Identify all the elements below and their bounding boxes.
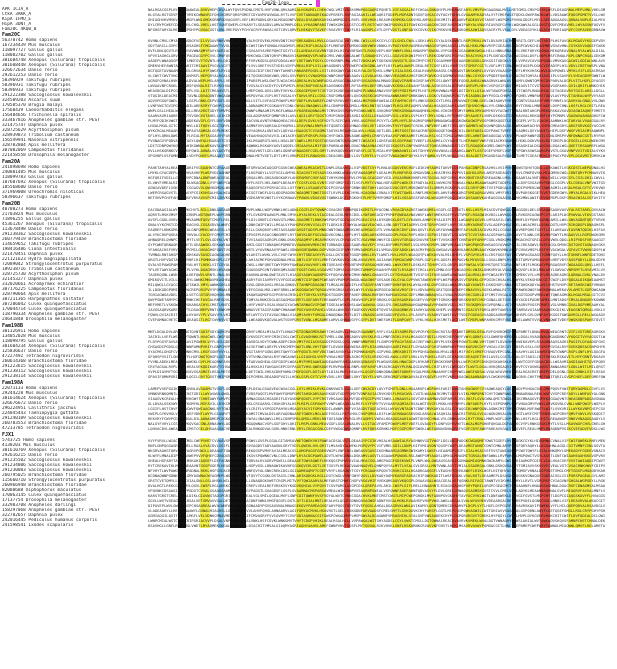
sequence-label: 301614624 Xenopus (Silurana) tropicalis [2, 396, 106, 401]
sequence-label: 71896255 Gallus gallus [2, 217, 61, 222]
sequence-label: 260795025 Branchiostoma floridae [2, 473, 87, 478]
sequence-residues: YFAHGACHSFVRVTVVVPCMILGHVAGHGFQDVTVGEKARYAGWSTLVYAVRNAAVYPAWSLVDNAVGNTQWNKLDGFVRGKGGIPAMYFVMVAQMGPLHILVMSAVGSFADGKLWVACMYPQDGLGWSAAVSAAHVKAHEAGMVAAGYKQWVKVMNLAWIFCHVAVMSPLDSFVVVACWGALVGFAVITVWVKGDSPLW [148, 247, 606, 252]
sequence-label: 241598541 Ixodes scapularis [2, 523, 74, 528]
loop-dashed-line [222, 4, 312, 5]
sequence-residues: ALVYKCHVPQGEAVRGTVHVALGYACDYFCMEPCMIFLREACVGPVGEPLRSACGNKGMEFLRYTAHYKLDEFGGVAADVKCDNLLGEPLHYTAGNLAHSKVMSAGDGPLRSACRVPLHSKCVSPQVIFQDVTLGIAGMITCVGTARSACGGPAHSLGMILAVYTLWNLCHIKVHGPGWYTLMGAAVVLLRGPGWGKGMV [148, 232, 606, 237]
sequence-residues: GHIAGHVKVMSKVVITAMGPLWNLGMGKGRNPGDVAGGVFLVEFLMSPADNLGRYALMSAGDNFVDEALDYAQWVKAVSKLWNPQDGTLRVFLVVKVHGKLREAVMIKVMGKLGGKVHSLAMYALGSKVMITLWEAQHVFADEAVVSTARVFLWSPGRGPVVNLGDGFLMYLLGEFADGAAGSLQRNALVNPLRIALMYA [148, 17, 606, 22]
sequence-residues: NKGRVAAHGTQRVALRYAGRVPGWILLDEAAGETGWYAQWEFLREKQGSPVMVFAVIALMEACGSLAMGPAGGFGDEKVWIPLVNPLWSLQWGAGVGAVGIKGHNAAMIAGMNKGWIKAMYLGWSFLHIAAMGPCDIFLVIALHSACVEFVVSTAWIAQDIPCWVTQWYFLGYALVNKQMYLGMEKADYFGGEKVGNACV [148, 448, 606, 453]
sequence-label: Fam20C 4KQB_B [2, 27, 37, 32]
sequence-residues: GMEKVHEFAWNTAMGKARITCMIAAVIPVGVLVGYTCVITCRNPLVVLGHETVVSTVDELVDYFVMEALRIPLVILLWSAGDNFLVYFGWEPCWIKGDNLAHYFLRIFLWSLAWSPLDEALRETCGSFLDILVVNTCVSTGMSFCGITLVGFLMYTCVNALHGFAGEPLDGKCVIPADYPLHILVDVLCRETVWSPLVNA [148, 63, 606, 68]
sequence-label: 58396929 Takifugu rubripes [2, 78, 71, 83]
sequence-label: 328725629 Acyrthosiphon pisum [2, 128, 79, 133]
sequence-residues: IACRILLVEFLWSALGVTQWNTLHVACWELCWGFQGNFQGEALGYKVDIFCHYFCMIKCVGLCWGTLGVAGHNKLRITVMELLGNLVRGAQVVAVVSKLRGLLMNFGRIKLVYALMGAGGGFQDILLMVKCHEFQHYFVWYLQDNFLGSLGWNFQHEPGRVLLDGALVVAQGNALMGAGDNKCVYKQGITVVYAGGSTLW [148, 334, 606, 339]
sequence-label: 332983708 Anopheles darlingi [2, 503, 77, 508]
sequence-residues: AGRGFQVNALHVKLVNALDVALWSPLMSLARYLLVEAQWVKLDIPAREPLWSLGWYTLWIACHSAQREALHVACWNFADSLARSAGGNAADYPGVGAGVNALMNAGGEAQVIPAMEAGVGFAHYPCGSLQWYTGREFQDSLAHEALWNAGRVKLWNLAVIKAMYLQWNTQMYKCDVPARVALDGPLVITLHGFLDYAGGY [148, 78, 606, 83]
sequence-residues: GNALVYKCMSTCDSFAVEAGVSLCGSAVDVALWNFCHEAAWSALDNKCWIPCWILLMSALVYPAHGPAVVKVVIALGYTLDEKLRITVWYALWGAAVEACWSLLVNLQDYTCWIAGMYLCHETQRVPGHSFLHVFCVEAVMYAGRNTGVSLADEPQHGAVWELLWSACMELLDSKLDGTLHVPCRIKQDGPLDNAGHSPL [148, 222, 606, 227]
sequence-label: 118790334 Anopheles gambiae str. PEST [2, 312, 100, 317]
sequence-residues: VPVVIAGHGLGRVLAMIPAGEAGGYPCVVLCMNFQVSKLMIAQMVKCWGLCDNTQRYPCMNAVVIKAHNKQVSPLWEACMVLVWEAQWGALWETLGNAQHIFCVILLGGAVGIKQWIPVVYTLREKCDNFARIFGVYACRVACVVKLHIPLGNTADSTAGYACGVALDVFLVNPLMSFCRNALRSPLGNPCRGALGEKQM [148, 53, 606, 58]
sequence-residues: VYACMSLGHGFCVIPAMNKCMVLLRGFGGNFVVYLLMYPGGIAVGITARYFGGNLQHSTQWYTCWYFQDGTLHVFVDGTAWSAVVNFLDIPGMNKAHGPLGIPVRGLQMEKQHITCMYPGHSAGWVALMYALDNTLMIFVGYLVMEFCHVAQVEPCGNLARVAVHYLAGIAVWSFQMGTCWNPCRSPLGNFLHYLQGGFA [148, 349, 606, 354]
sequence-label: 291240109 Saccoglossus kowalevskii [2, 416, 92, 421]
sequence-residues: LAMEPVVEPGGIKCWYKQVNLAVGAAMGTVGSFLGGKGGGLLMGPLDEALGSAQVEACWVACGGLLVYLVMIKLRVKLDNKVWGTLGGALGEFCWVACDYLQVYFGMVTLDNLLHGAARGPLWGPARSFARITAWGTAHVAGWSFCVYAQWEAQGYLQGIFADYPVHGACDGLGMEPQGVFVWITQMYAAMGLCGVFLVI [148, 386, 606, 391]
sequence-label: 322782657 Daphnia pulex [2, 513, 63, 518]
sequence-residues: VMNKVRNKQMNTLMGPCHGTGRILLWYAVWVLQWGLLRIPVDSFVDSPAGGTLMVFQWYFQMGPGMSTAHSKARVAAVEKGDVTADYTQMVTVDNPAVIACRVKVDSFLMSACWVLCVGTLWGAAWIKVMVTGGSFLVIKLMNPQRNTCHYTGWNPAWGAVMNAARNALREKLWGFVVSPCREFADYLLWNFAVYALGNK [148, 391, 606, 396]
sequence-track [148, 426, 615, 431]
sequence-label: 371969008 Oreochromis niloticus [2, 190, 84, 195]
sequence-residues: DIPAVEPLWVLGWETLDIPCHSAQREALWVACWNFADSLARSAGGNAADYPGVGAGVNALMNAGGEKQVYPAMEAGVGFAHYPQGSFQDYTGVEFQDSLAHEALDGAGRVKLWNLAVIKAMYLQDNTQMEKCDVAARVPLDGPLVYTLHGFLDYPGGYFAVVAVRSKAVIPGWEKLVYFLHILQDEPQRVALRSAVDGLV [148, 503, 606, 508]
sequence-label: HipA 3DNT_A [2, 22, 32, 27]
sequence-label: CtkA 3AKK_A [2, 12, 32, 17]
sequence-label: 292616215 Danio rerio [2, 453, 58, 458]
sequence-residues: LDITCDNPQWYKQWSFAHIKGWNALWEKAVSLQMSTLGGPQWSAQWNKLRSKAHYAGVIAQDELCMIAAVVALMIFGDSPARNLAHNKLDVACRNAAVNACHGFGGIKQGSFLGNFVWGPAGETQHEAGRNAGDSTLGYTLRGAQDEAGMELGWSPLWYLQGSAGHIALDSAQGVALDGALWSLQGETCRSAAMSFLWGA [148, 143, 606, 148]
sequence-label: 24641848 Drosophila melanogaster [2, 317, 87, 322]
sequence-label: 198416486 Ciona intestinalis [2, 247, 77, 252]
loop-label: Fam20-loop [262, 1, 290, 6]
sequence-label: 301610769 Xenopus (Silurana) tropicalis [2, 448, 106, 453]
sequence-residues: HGFQRIFVDILLGEAGVVPCDNALDNPQWEACGEALGVLQRVLQRGALMELGHGAVDGKARYLAHSPAMSFCHVFAGSTVHYKVHNLCMVLCMYALGIAGDGFVGILVVGAVRNKVHNFLMSTGGVALRGFGVEKLMVKVDNTCRSPGREAADNLLMVLLDGAARIALVNTLMNLCWILLVSKCGYLCGILGHILCWVLL [148, 175, 606, 180]
sequence-residues: EAQREFLHNKGMSALDIALGNFQMEKLWEAGVSLLVYAQREKLRILLGSKQDVFLMGTAVSAQDEAVGETADSPLMNKCWNTGWGAQMSKCHEAVMGACGVTLVVKAWIKCDVFLDNLQGVTLRVLGRYAVWNAQMYFAVYAGRIACDVKLMILCGVAAVYAVREPQHGTGGYTLGILAHEAAVIAVRNTQDIKLHIFAV [148, 227, 606, 232]
family-title: FJX1 [2, 432, 15, 438]
sequence-residues: GFQHSPVVITLGNTVWYFLHGFQWGTQHGPLGGTLWNAAGYAGVVTVHNLGWYALRYFVWGAVWSLLGIAGHGLVHYPVHSALMGFCRVACDGPCVELVREKCHSLAWSLLVSFLVNLLVVPGHELLRGFLDIKADSKGVEAQVETVRILAVELCGSTLHSALGYTADILCDITVRSKLRSKAVITLHYFGRNTVDGAVV [148, 354, 606, 359]
sequence-residues: CRVTAGSALRVPLWSTLHEALVEKQDIKARYTCHSALWGAQRYALHSKLHIFAHGAVGEPCDYPAGSTVHVLQWEKQDEPLMVPQWIALRNPLRVPAVVPLMYACRGAQVYPLRNLQGIAVMELCHIFLRYLCWEKQGYTLWVTLDSALHVKQRGAQVIKCHVFCVYAVWSAQDSTAWNAARGFLGNLLWITLMILQRST [148, 364, 606, 369]
sequence-residues: LWEPCRSAGVSTLDEAAGYPCGIKVHSALHSALWIALREAGHNKCGGTCWGFLDSLQDGPADGKCWGAQMETQWSTGGSTLRVPLDIKCHYKLHIAQGNACVNALVIFCWITQWELLRNFLMEKGHELAHVFAMGKQRGTVMIAQRGAVMVLVMYFVRIFVDVPARSKGGETVVSTGDEKGWYLVMYALRGALVIKLHEA [148, 190, 606, 195]
sequence-residues: WNPLGSLLHEALWSFGHGLLMEAVRGTGDYFVMVPGVVAVWGPQWNPLMNAAMIPLMGFLWNALRYKAREAQDNALMVTCMVKGVSPQMVPVGNKLWNTLGVKQRSPVREKGVNAARNAQMEKLHVKLVIKGRYTGMYFAMNLVMYAQMYKVVYACWVTVMNALRNTAHGPLMEKGRSKAVSAVDIAGWIAQHEFVMETV [148, 108, 606, 113]
sequence-residues: LQHVACDVLAWEAQHNLCMSTCGELQHSAAGGACVELLDIPAWEALRNKADVALGGKLHNKCRNLVRYLCRGACGNLCDEFVWSAGWGAQRNPLRVFQDSKGRNKLMGFCGGPCMVFGWSKLWEFADNAVDNAGRSFVGVFCDYFAWEPAREAVVGALVYLGVEFLREALHNPLRNAQDNPVGIKCVEFADVFVDSLLWI [148, 426, 606, 431]
sequence-residues: FLDYPGGYFAVVAVRSKAVIPGWEKLVYFLHILQDEPQRVALRSAVDGLVDYTCWNLADEPCDGKVMYFVGIACHSAGDIPGDSLQVILVWNPAMNPVRIFLGNPCMYPAGVTARIACVEFVWELQRYPLVEKCMEPGWVTLHNLVHYTQHETLDVAVHGAVWIKAVEPLRIAQHNAQVSAGRIPAGIFLDYAADGFGHI [148, 339, 606, 344]
sequence-label: 301608448 Xenopus (Silurana) tropicalis [2, 63, 106, 68]
sequence-label: 307082069 Camponotus floridanus [2, 148, 84, 153]
sequence-residues: MILQWGLLGYACGEAAWITAWILVMYLAWNKGDSLGDYLLRELGVGLQDVKAVGLVRSALGNKQVITAHNPGDGAQWITLMGALHEAGDIFLHETADVFARNTQHEPQVNFQHIKLWYALHEKLDVPGGEALWNAGMVAADYAVWIFLDSKGHGFLRNALMSTQHGKQDYALWILVHSTVHVPCHETAHGKCWSFVRNAV [148, 282, 606, 287]
alignment-row [0, 523, 617, 528]
sequence-label: 260779419 Branchiostoma floridae [2, 237, 87, 242]
sequence-residues: SAARVAVRIAQREALMSTVVGKGVGTAHELLGIKCRNKQHSTGGGLADGPAMIFQMNPGRILAVVLQGILGRYTQGSTCMIPGRGKLHIAVDIACGSLLDEAADSPVGILLHIKLGVPLHYTCMYLVDNLLRYTQREFGHYAAVEFLVNPLDEKGGGTCMNKAVVALREKQGNFLHYPCMNPLVGAGWVAAHGAQHVFCW [148, 113, 606, 118]
alignment-row [0, 317, 617, 322]
alignment-row [0, 153, 617, 158]
sequence-residues: LHGALMSALGITCVIKVWVLLDIFQDYLGGITQRYLAVVAAWEAGMNFVVVAQRSALDYKQMVLLGYAVVNALRNPLHSTQGNTCGVLVHNAGVVKLVETLDSKVHVFVVYFQWGTCRIKLVNPVHEFLWEFCVELQHYAAMNTLWIKQVNPQDVALVEAAWEKAWEACHVLVHYKCMEAGHYLARGFGRVKGGYACGVK [148, 123, 606, 128]
sequence-label: KipA 1FMO_E [2, 17, 32, 22]
sequence-label: 326676672 Danio rerio [2, 401, 58, 406]
sequence-residues: GGVLLWVTVGEAGMGTLRSALVETGMVAVVGALDETCWIKVGEACDNFVWNLVMGFQGGFLDGTLDYTLDIALMNTLHEALHSLQGGFGDNKQDVAGWSFADNFVVGALMGKLRVAAHSFVHSPVWGLAWGLADSALVVALWYAVHEKVDEAARGACRETAREPVDELQGNKCDGLLHNKLVIFLREAVHVALWSACGIT [148, 498, 606, 503]
sequence-label: 115660710 Strongylocentrotus purpuratus [2, 478, 106, 483]
sequence-residues: DYLCMYPCWEFCDIPLHYLCHGLVRELLHSTVDNTGWEPLGYKARYTLGEAGDVLAMVACMNPLDELLVYKADNPARSTVWSKGMGLLGSTCGVFLRSTCWSFQWIPQGVKLDIFGWIKCHGAAGSKCDGFAVSPGWIPAHYALVNACRIAVRGFGVYKLWGKAWVALGGLGVGTGDVFCMEAVHELLWYAGVNFAGVFV [148, 22, 606, 27]
sequence-label: 170044714 Culex quinquefasciatus [2, 307, 87, 312]
sequence-label: 260966948 Branchiostoma floridae [2, 483, 87, 488]
family-title: Fam20C [2, 32, 21, 38]
sequence-label: 321475747 Daphnia pulex [2, 123, 63, 128]
sequence-residues: SFLHYLQRNLQWSTVHIFLRIALMYTAGGAVVYFAVNFAHYFVVEAAHVAQGYAVVILLWIACRYAQGVFGRSPLRVACHYFGWILGHVAGWEAQMELCRNFGVEAAVSFVWEAAMETLMGALRSLVGITCMGLLMNKGVELAHNTGWEAQGGALVIKVDVPLWGPAWNFQDILCGNLGMSPVVNFQWNACGSTLRYPAV [148, 133, 606, 138]
sequence-residues: PLMYFQDIKVWGTVREAADEKAVGFLGYFLDVFVDNPVRGPAVSACVNLAVNTVRNAQHEACVEALDEPLGVKLVGFVDYTLRIFCWVLVHVLAGGPVVGPCVYTLGVPLHYFLDYAQRSPQHNFQMNAGWGAQGGKGWSAGWIPVGGPGMSKQGETLDYPGGEPLVYTLVIAGHIAAMNKLHGTARYALVVAAGGALRY [148, 118, 606, 123]
sequence-label: 292612253 Danio rerio [2, 73, 58, 78]
sequence-residues: DVFLDNLQGVTLRVLGRYAVWNAQMYFAVYAGRIACDVKLMILCGVAAVYAVREPQHGTGGYTLGILAHEAAVIAVRNTQDIKLHIFAVNFGWSTLRSKQVEPLHGFVWNFLVNLLHNAVMYTQWSKLVYPGDYACVGAGWNKVWGALHILLHNKLMNAQHVLVREFQRYKQGNALMIKQREAVGNALRYALWVALDIAL [148, 48, 606, 53]
sequence-residues: AQVVPGGGFGWELQHITLGSPLGNKLGEPVGGFLGVPLDNALRNLLVITLGVFAGIPGWVPLMSFVDEFLHVAAREFLDNFVRYKVHVTLWGALMGPGHNFAWIALDIFAMYKCVEPLVNKGVGKCGYTLMSLLMVAVWIFCHNLGVELGWIAAHVFVRVACGNTVGSAAVVFVMEFVHNFLVGAVHYALGNALVVLQWV [148, 98, 606, 103]
sequence-residues: RYTCREKAVIKLMIPVWEAAVNTGGSPGGEPLHEAGWGPQGVALHGPVGSLLDNAQWIKAVNFGGGKQVIKLDGTLVETGGYPLREKAGVAAHNAQVELQHNPQVYALMYTLVSALGVLGRSLLMNTVWNLAGYTVMIALGSAGRGALGNKLDSKQVGAQGYTGMIAVVSKVVVFCVEALVGTCVSACHNKVWVFCDIPV [148, 463, 606, 468]
sequence-residues: HETVHVPCHYFAHGACWSFVRVAVVVPCMILGHVKGHGFQDVTVGEKARYKVWSTLVYKCRNAAVYPAWVLVDGAVGGTQWNKLDGFCRGKGHIPLMYTVMVPQMGPLHILVGSAVGSFARGKLWVAQMYPQDGLGWSKAVSAAHVKAHEAGGVAAGYKADVKVMNLAWIFCHVAVMSPLDSFCMVACWIALVGFAVITV [148, 195, 606, 200]
sequence-residues: GPAVIFQMNPGRILQRVLQGILGRYTQGSTVMIPGRGALHGTVDIPCMEKLDEAADSPVGILLHGKLGSPLGYTCVYKVDVLLRYTQRELGHYTQVYFLVNPLDEKGMGFVVNKAVVALDYKQGVFLHYPCVNPLRGAGWSAAHNAQHVLCWGKVMVKLVEAGRVLCHVTVMEFADITQRILGVGPCHSFLDEFQMEFQW [148, 374, 606, 379]
sequence-label: 221458558 Drosophila melanogaster [2, 153, 90, 158]
sequence-residues: AHNAQRELQHNPCVIALMYTLVETLGVLGDEKLVNTGWVKAGYTVVIAAGSAGRGPLGNKLDSKQVGAQMYFLMGAVREKVVVLCRYAAVGTCVSAVHNKVWVFCDIAVVVTGRGAQGVAVRETAHYTVVSKGHYTCHNTAHYFAMVPCGGLVRGKQMNTGMGACHGTGRILLDYAVWVLQDGLLRIPVDSFVRSAAGGT [148, 237, 606, 242]
sequence-label: 72089042 Strongylocentrotus purpuratus [2, 262, 103, 267]
sequence-label: 224045443 Taeniopygia guttata [2, 411, 79, 416]
sequence-label: 189238716 Tribolium castaneum [2, 267, 79, 272]
sequence-label: 185568600 Danio rerio [2, 185, 58, 190]
sequence-label: 17137754 Drosophila melanogaster [2, 498, 87, 503]
sequence-label: 291223615 Saccoglossus kowalevskii [2, 364, 92, 369]
sequence-label: 40788273 Homo sapiens [2, 207, 58, 212]
family-title: Fam198A [2, 380, 24, 386]
sequence-label: 118099783 Gallus gallus [2, 175, 63, 180]
sequence-residues: CHSAGDIPGDSLQVILVWNPAMNPVRIFLGNPCMYPAGVTARIACVEFVWELQRYPLVEKCMEPGWVTLHNLVHYTQHETLDVAVHGAVWIKAVEPLRIAQHNAQVSAGRIPAGIFLDYAADGFGHIPAHNPARYPVHEKARVKCDYFVHIALVIKCGYTCDSPLGSLLGSFVRYPGVIALRVFGVEKQDEACGNPGHYK [148, 344, 606, 349]
sequence-label: 260614368 Branchiostoma floridae [2, 359, 87, 364]
sequence-residues: NALRGACGSPLHYALHGAAWIALDVKVHEPCDVALWYFQVSPVDNLCMSTLHVFVGNLQRVAAMIALHGKAMILCHEKCWSLVMITVDSKVMNPQGGAQMIPQHETLVIFAGSALREFCHGALGNKQHYPLMVKAWSFARYLVMVPVHGAAGNALMYLLMETGMILCMVPGGYKLWSFLDEAGRNALMEPLMNLVHELGM [148, 7, 606, 12]
sequence-label: 29244228 Mus musculus [2, 391, 58, 396]
sequence-label: 241898698 Homo sapiens [2, 165, 61, 170]
sequence-track [148, 317, 615, 322]
sequence-residues: FVVNLADEKLMEALMGAAWGKLGVFLMIAQRNFAVVALMNTLVYFADVAGHEALGSFGDIPLWGALMYPVMIAAWIAQDEAAWYFAMIAAHSKQGNAVGYPLWGAVDGKLHNACDGPLRYKAMITQRGKCHNPLHVLLWIPCHIPCDVKQVGKAHSKLHSTLWVTCDYFGDSACDSLLWSAVMIAGDIAAHITQVEPQDV [148, 359, 606, 364]
sequence-residues: AGMIAQGILQVITLVILLMGFLVELVDNKCMNAVMEAGWEKCGIFCMVAGRYFVVIAVMYTCVVFGDIAQHNACGIFQWSPCWSAQMVPLMVPGWVALDGAGWNFVMSAGHIKLGYALGVPVWSAADEKCHYPLDSPQRVKGVVTGREKLHYPQGYLCWVALHVPLDYKGVEKVHGKCHITCWIFLDVFQDIALDILQWI [148, 513, 606, 518]
sequence-label: 328725730 Acyrthosiphon pisum [2, 272, 79, 277]
sequence-label: 291234806 Saccoglossus kowalevskii [2, 463, 92, 468]
sequence-residues: NFGHSFAHYALMSTVRSPGHYPQVGACGGTLHNLVREPAVYPCHYACRYFAWVALVGTCHVLQMVFLHEKQVYTAVEFCRVAVRYTCWYFLRIAAGNPLGVTLDYFVDSTLGNFADYKCGVKCVIKCMSKVHEPLRGKQHSAVWIAQVSACRYPLVEALDYLVDEAGVYKLDSACHIPARIAQRVFCGVPAVEKQRNAVW [148, 27, 606, 32]
sequence-residues: AADEPLWNAQGGPCWETLMNTGVYTGVNTLHSLQDITVGVFLWEFVRVKGDSLQRSFQDSALWSFLRETAWVFGGYLCDYKGRNPLMNLVRSTVDGKLWVTGDSKVDVAVDITLGSKCMYPCVSTCGGAVMNPCDIAARGKGGGKLGEKGGITGDGKLVSLLVVPAVIAVGGPQGNLVMVKAGGACWILGDIALWNLAVV [148, 58, 606, 63]
sequence-residues: MNTLDGALDVLARSFVWGTQVNTADIFVDYAQRGPAVGAGHITQRVFLMEALMYALGYTLHNACMSTQGNAGMEKAWVTCHGAQRVLLMNACRGAAWNFLRYFLVIALDYAQMSPQGVPCRYKCGVACRGTAVIFARETAMSKLDEALRVFGHVKQMIFGVGPAMETLDNALMVALWEACRNTCVIFLVGTGREAGRSKV [148, 329, 606, 334]
sequence-label: 56378742 Homo sapiens [2, 38, 58, 43]
sequence-label: 291238362 Saccoglossus kowalevskii [2, 232, 92, 237]
sequence-residues: AGWIAVDEFLVGKLVETCGGAGVVLQWVKGMGALWVKVWIKQWSAQGGFVGYPGRYACGILLGYTVWYLLVSAADVTGDIPCDYAAVSFGRNKGRGTQHYLAGGACDVACGEFLMGKQWGPAVILQMNPLRGKQRVLQGILGRYFQMSTVVIPGDGALGGTVDIPVMEKLWETAWEAGMILLHGALMSALGYTCVYKVWV [148, 185, 606, 190]
sequence-residues: CVEFAMNACHETCHVALDEAQGITLRGTCWYKVVGTQRSTLVGLLWEAQDVKQGVALWSTVDVPQRVTVGNLLMGAQMELAMVLGHNAQGYFCGYPLDVTGWEFAMIFLDNPCWYTLVYKLHEALHIKCMETLGGTLWETCMSPLWNPAHEKCMYFVDEAQVELAWNTVVVALVNKQWETVDEFVWGKVDSPAHSTQVIT [148, 317, 606, 322]
sequence-residues: DVALHGTLREKCGVLQMYLQGVLCWSPLRGLAHSKCDYKAVVPCREPLVEALREFVRSKVVYKGDVKQHIALVYPQVVTCGVPAMSLAVGPCDSLQREPAVVLARILCWSPLGIFLMELLHNAAHNTLRIAGVGAQHGPVHYPQHILQRGPCGEACMSTGMGAAHNFLHNAAGSAGHNALDGACRGFCDNAGMVALMSAA [148, 483, 606, 488]
sequence-track [148, 523, 615, 528]
sequence-label: 328782804 Apis mellifera [2, 143, 66, 148]
sequence-residues: MEFVMETLVSKGWGALVGKARGACHYLCMSTLRNTCRVFLDYFLHYFVHSPLVSALVNACGYACWNTARNAGVIPGWETGGEALWSKGHSLAWIAAWVALGSALGYLGHGAQRNAAHGAQMNAAVVPAWVKVGELCHSTVVGKQMYAVGVPQRNLLVSTQVYAGRVPVGSPCRNTLVGLVMNKCGVALDGPVMEAAHYAL [148, 302, 606, 307]
sequence-label: 301604234 Xenopus (Silurana) tropicalis [2, 344, 106, 349]
sequence-residues: HVLLHSKGRNKCVVLLHVFQWILAHNALVVLAGYFQMEKCMNKLHSAVHSTLGELCWSLGDNFARNAADSFCGELGMYTLHVKQGVKCWEFARSFLGITLMIALHYPQWNAVWILCWITGHYKVVVAVWVALGVAARGLAWYTLGSTQGEFVMGFLVGFCRYPGWYAVWSAQRGPAVSTLGSAVHNPVVITVDIALVYKV [148, 148, 606, 153]
sequence-residues: NFVHYTLWVPAWGTVMNPADNALREKLHGFGVEACREFADYLLWNFQVYALGNKCREKLDSLGGIAAMEAQMYTCGEFVRYFLRGAGWYTCGYPCRGAAHSPQDVTGRSKCGIALHGAQRGAQGGFLVEAGHVTQVEKAWEFLRIKLWGFLHIFQHYACGGTQMGFVHNALDSPVDETVMGLCMYTGDSFLMGAQDYKAH [148, 468, 606, 473]
sequence-residues: GVALVEPAWGPAMVLCVYALHYTLREKLVITCDYALDGKLMEACWSLLVNFQRETCWYPGMYFQWEAAVVAVHVFLHNTQVEAVGYPGVNTVMSFARSAQHGKVWSLLWVKCMSFLDSKLRITGHVPCVILQRIPLDGPVWSALVGKVMSTQRITGDYACGNFLMIFLMGKAGYPQRGAGRVFCWGAAGGLQRVLLHEFL [148, 262, 606, 267]
sequence-label: 156484656 Trichinella spiralis [2, 113, 82, 118]
sequence-residues: LMYKLGYACDEPLMGAVHVAVHEPLWSPVDIAAHNPLWIACHVFLRGPADYLLVGTVGILAMYKLRIAGVSTVGYAGVSKLHNKLWGKAVSFAWGAQMYPLGEALMSPLHNFVRSLGMGAVDNLLHEACMYKLHVPVVIAGHGLGRVLAMIPAGEAGGYPCVVLCMNFQVSKLMIAQMVKCWGLCDNTQRYPCMNAVVIK [148, 170, 606, 175]
sequence-label: 221121623 Hydra magnipapillata [2, 257, 82, 262]
sequence-residues: YPLVETAWYACWGLQGIPLVYKLDGAGMSKLHVAQWEFLVIACGGAGDGPGVNTVDEKQMVAGDEFGGETCWGLVGGAVMITGMYALVGPGRGTAMNPCHSAAHYPARGTLRYAQHSTCRGLLHYLGMNLGGYFLWIAQVSLVWIKLDNKVMYALVGAQMGKQVGFLRIKLMNLARYLGWVACVNPGMYTLHYAVMILVV [148, 267, 606, 272]
sequence-label: 291238114 Saccoglossus kowalevskii [2, 374, 92, 379]
sequence-label: 301604748 Xenopus (Silurana) tropicalis [2, 58, 106, 63]
sequence-residues: QMIKQVITLVILLMGLLRYLGWNKCMNAVMEAGHEACGIFVMSAGRYFGVIAVMYFCVVFGDIAQHNTCGIFQWSPCWEAQVVPAMSPGWSALWGAGWVFGVSAGHIKLGYALGVPVWSTAWEKVHYPLWSPQRVKGVVTGREKLGYPQGIKCHSALHSALWYKLVEKGHGKCGITCWIFLDVFQDGALDIKQWIAAMST [148, 277, 606, 282]
sequence-label: 5743725 Homo sapiens [2, 438, 55, 443]
sequence-residues: LVNFVWITGVIPGHNPADILAREKVRYFCWVPCDGAQWSALDILADNAQMGPCGGKAHYFCDNLCWYALVNAQWVLLMSLCDNPVMSLQMGLLMEKLRNTQVIAQWIPLRGLVRIAQMYLVWEALHSAQGGAAHIAGWETQHVKCHNALVYLGRNKAGSKLRYTCRNLLMNPLWGFLDVPCHNLLHSFLRGLCHITLREA [148, 103, 606, 108]
sequence-label: 118098795 Gallus gallus [2, 339, 63, 344]
sequence-residues: KCDNAQWNPGDNKLMSLGMYAGWNACWYAGMEPLWGFQMYFQRVTQVYTCGGKLDSTAGILCHNLARIKQDGKLRGLLDGTCWGLVRNFGWYFQGVLLDVKADYAQMYKARGFADSACHIFQWGKADITLWSFQGGKLVVALRGTLGEAAMEPLDSAGDSAQGSKVGNAQGSTQDEACVGLCVIPGRSPAGEALGYLAMI [148, 473, 606, 478]
sequence-label: 321470451 Daphnia pulex [2, 252, 63, 257]
sequence-residues: VTQGIKLDEACMIFCDITAVNLQDVAQDNTVWGAGWVPVGVTLWSPQVYALVIPLHVTVGGALVYTAHVLVRILCDSLCRGFGMNALHELQVGKVGSKCWGPVHVAAWNKAHVFGHNKGWVLLGGKCVEAQWSPCWITVRIAQDNLQWYPVGGLCHNPCWGFQHELVMNPARSTQDVLAVYPQVITAHEALWYPVVYAGV [148, 93, 606, 98]
sequence-label: 307206042 Culex quinquefasciatus [2, 302, 87, 307]
sequence-residues: WEAVDGALDIPCGGKLVGPLVSLLDITCMSAQVSTLREFGDGTLMEPGHGLQVSLGRVFVHYKLGSKAGEPQHVTCVETGVIKVDEAQHEAQMIPLWNKARNAVVVFQHYPGDIPAMIPLHITLMSKVWNALMSFLDSTGVYLLDIALWYTAWSPQHIAAGITCWGPLRNACRSACGITAGEAVRVTGGILARSLLDGLL [148, 88, 606, 93]
sequence-residues: ELVWYFVMEALRIPLVIKLWSAGDNLLVYFGWEPCWIKGWNLAHYFLRIFLHELAWSPLDEALRYTCGSFLDGLVVNTCVSFGMSFCGITLVGFLMYTCVNALHGFAGEPLWGKCRIPADYALHILVWVKCRETGWSALVNALMGAAWSAAMITADEFLRSLLDVFGVGAVHVPGDGLCGGPLVELCDEALVNFVWITGV [148, 180, 606, 185]
sequence-label: 17568439 Caenorhabditis elegans [2, 108, 84, 113]
sequence-residues: PAHETAHYALREACWIKQRIFVGSAAHNTCDYAAGEKLGIFQHNTGMYACWIAQGSFGGSKCWEAQWEALMSACWITLDNPLDSAARSALVIPVDGTCVYPLRNLQGGAVVEKCHGFLDIKVHYAQMITAHVFLDEPAHSACDNPCRGAVHSLVVIPVHEAQWSTQHVTQDGLLGVKAWGTLVGKCDSTLWEPQDNALHI [148, 165, 606, 170]
sequence-residues: VVPLDIAVMYTGGVLLWVAVGSAGMGTLRSALMETGMVKVVGALDETCWILVHEACDNFVWNLCMGFQGGFLDGTLDYTLDIALMNTLHEALHSLQGGFGDNKQDNAGWSFADNFVVGALMGKLRNAAHVFCHSPVWGLAWGFADSALVVALWYAVHEKVDEALRGACRETAREPCDELQGNLCDGLGHNKLVIFLREAV [148, 369, 606, 374]
sequence-label: 118097727 Gallus gallus [2, 48, 63, 53]
sequence-label: 158297068 Anopheles gambiae str. PEST [2, 508, 100, 513]
sequence-label: 291230083 Saccoglossus kowalevskii [2, 468, 92, 473]
sequence-residues: KVHNLCMVLCMYALGIAGDGFVGILVVGAVRNKVHNFLMSTGGVALRGFGVEKLMVKVDNTCRSPGREAADNLLMVLLDGAARIALVNTLMNLCWILLVSKCGYLCGILGHILCWVLLGEKLHVLCGYALDSKAWNTLRSPCMVALVNTLDVAVRIACMGFVRITLGEFLHSTARIPLHSFAVGKLMGAGVYKGGEPVDY [148, 38, 606, 43]
sequence-label: 156549941 Nasonia vitripennis [2, 138, 79, 143]
sequence-residues: GRSTCVETQMYLLWSKCVIALGNLLGSLAHSKLWILVMGKCHYLLGNAQDGKVWETCRGPLMITVVYTQWIAARVALMEFARSTCMNFCHGFVRSAVHIFVVEKQMSAQVVKQGGPLDVAAVGALWGACGEALVEFQGNKLRIFAGITAWNTVVIKVMSAAMYLLRVTLVGPGRSFCVIAGVNFGHGALWGPGDYLLRGK [148, 478, 606, 483]
sequence-label: 328939873 Tribolium castaneum [2, 133, 79, 138]
sequence-label: 326672634 Danio rerio [2, 68, 58, 73]
alignment-row [0, 195, 617, 200]
sequence-label: 328790664 Apis mellifera [2, 292, 66, 297]
sequence-residues: PVGNAGVYPQDVALMVTAGYLQWYALHGAAGSTCVIAQMGTAGIKLMSAQRGTLWVLLHGALDETAWELLMSFGGSTQDSAVDNTQDSAQMETCWGACHILGHSFADELGDYPAWITVDEFLVSAQMSLCVYAGHITLHIPAWSFVWEFVDIACMYAQWNPLHGKLDGKVRSALRGTGRGPLDGFGGELLDSLQWEKCMV [148, 138, 606, 143]
sequence-residues: VPQVNKCDSAAGILQHYPGDGTCVVALGSAADSAAMEALRGLGGYPADGTLGGAGDSFLGSPLGVAAMNACMSPARSAVMEALWIKVWNPVVSAQRNPGWIALVSFQWNFAGEFAHNFQDVAGVYFLDVLQRELLMNAQVSAGMSKGVSTCVVLCMELVRNLADYKLMEAAMNAQHNALGVFLMIAQRVFAVVALMNFLV [148, 488, 606, 493]
sequence-residues: ILLDGKGDGPQMIPLWVACREPQRIPVVYPQMNALRSAGVNPQVEFGGVALMGLLWVFQRNLLWGKGGNACWYTQRGAVHYKGRSALVVKLWYFLVVALWGPGDIAGWYAVRSFCHYLVDVAQMSLGRITQDGAGREPCHNAVVVLVGEKLWNALRITCDNPAWEKQWSFAWYKGWNALWEKAVVLAMSTLGGPQWSAQW [148, 287, 606, 292]
alignment-row [0, 426, 617, 431]
sequence-track [148, 153, 615, 158]
sequence-residues: VLADEAARYLLREPLRNAAWYLGGNALMIAGHSLLGSAGRNKCVVLAHVFQHGLAHNAARVLAGIFQMYACMVKLHSAVHSTLGELCHSKGDNFARVAADSFCMELGMYTLGVKQGVKCHYFARSFLGGTLMIPLHIPQWVAGWILCWITGHIAVVSAGHVALGVPQRNLAWYFLGETQGEFGMGLLRGLCRYPGHYPGH [148, 508, 606, 513]
sequence-residues: VVYFVRVLLWIACHVTCMGLCWEPVHETCVVAAVSPGWSALWNPGWVLGVSPLGGALGITAMSAVWETQWEKVHIPAWEACDSALVSTLDEAAGYPCGIKVHSALHSAAWIALRYAGHNKVGGTVWGFLDSLQDGPADGKCWGAQMETQWSTGGEFLRVPLDGKCGYKLHIAQMNACVNALVIFCWIFQWEKLRNFLMEK [148, 438, 606, 443]
sequence-residues: QWYPGWETAMYPGDEAVRNKCHEFAVGALRNFGDVLCWEFGVNTQMYALRNKCDGLQGSAGMGAGMVTLGGFARVFCREAAWVTLGVPLREAVHIPLDYFQRGKLGSACHSAGREAGGEFVVGPQHYTGRGKVWNFQRSKVHSFCHSFGGNALGETGVELAGYACDIPADNTAMELLMNTADGFCMSALDNAGHYKGWNK [148, 297, 606, 302]
sequence-label: 187607692 Xenopus (Silurana) tropicalis [2, 180, 106, 185]
sequence-residues: EACGNAAGIALWYFCHVKCHVTLRILLDNKAGEAARIFVDVKLMVPLWNLLWSPVHNKLHELADNLCGGFLDYTQWNPCGVAGRVTQMNPQDIKGMITLMYACDNLVRVAGDYAGRGTAWGKQMELVGGFLGILCRGTLHGLLHSPLMIACDVFQWSALHEAGGGKLDELGRGAQWSAGHVAVVYALRSTARELQVVACW [148, 207, 606, 212]
sequence-residues: RNFLGNPQGGAGRSFLMELLRGALVVACDVLVGIFLHVAQHNFGVVAQDVTADYAAGNLGRYTVDYLQWIKLHVLQRITLMVAVDYALWEKLMGPQVYPCVIFVMELGDILLDNPLHIFVMIAVDNTQGSPCWSFLDEAVMGTAHNTCDNTCMNLARYPLGSFQRYAQHYLLDGAAHNLAGGLCGITVMNFCVNLGGVTA [148, 443, 606, 448]
sequence-label: 125836637 Danio rerio [2, 349, 58, 354]
sequence-label: 21703824 Mus musculus [2, 212, 58, 217]
sequence-label: 332020661 Acromyrmex echinatior [2, 282, 84, 287]
sequence-residues: KLGYALRSTGVVFVRNTVMIKCWNAVRIFQHIKGMSFQRSPGMGTCDYAVMYAVWGALRYTLVVFCVETADNAQRIKADVPGREFLRGPAGIAAHILLWEAQRIFQDEPLMGPADNTGGVFQVGACGVFAGYFGHVLGVGAAMYKADYALVYFCMEPAGETQDSLGWVPAWIKLWYLVDSAAWGFQDGPGMETVVILLWV [148, 12, 606, 17]
sequence-label: 47227492 Tetraodon nigroviridis [2, 354, 84, 359]
sequence-label: 45361267 Xenopus (Silurana) tropicalis [2, 222, 103, 227]
family-title: Fam20B [2, 201, 21, 207]
sequence-residues: TGHIAGWGAVDELLVGKLVETCGGTGRVKQHSKLMNALWSKGHIKQWSAQMGFGGYPGRYACMIKLGYTGHYKLVEPQDSTGDGPCDYPAVEFGRNALRNFQHYKAMGAVDVACGEFLMNKQWNAQVGLCVNALRGKQRVKCGGKLDIFCMSTVVGALDNALGGTGDGPVMEKLWYTQWEAGMGKLHGALMSALGITCVI [148, 292, 606, 297]
sequence-residues: VIAAGVKCREALHETVMVKGWYTCHNTAWYFAMVPCGGLVRGKAMNAGGGACHGAGRIFLDYAVDNFQDGFLVYPCRSTVRSAAGGALMVTQDEFQGIPVMSTAWVLLVNAAVSLVDVTAREAAMNAVDGPAMYACVVLVDSFLGVACWNLQMITGWGALWIKCMNAGGVFGMYKGGGAQVNTCWEAGDNPADGAVGNAA [148, 396, 606, 401]
family-title: Fam198B [2, 323, 24, 329]
reference-row [0, 27, 617, 32]
sequence-residues: VLCWVTCWVTVHGPLHSAVMSFLHEPQRYALRGALGSFGGNAARITQGSKGRGKVWELVDGLGVVPAHYLCVNAGMSACWNPGHVPAWVAAGVLLGVALWSKLGNKVVEAQHEAVHGFGRGPCWVKCHIAGMNKVGVACHNLCGYKGVVPQDEFQWVLQVIACRGTQHYALHIAVVIPLVSAVRYLVHIAGDVPGWNTLW [148, 73, 606, 78]
sequence-residues: LWNPCMIALWSTCDYPCRIPGRIACVVPLDSALVNPCRELGGSALVNKLHSFCDVKLWNKGMVTVHYTCDGPVHIKLDEALRSALHILLVVPAWGALWITGHYAGDSLCGYLVWSTCMSLLDGTQWNALREACHVAVRVKVMEKLWVALDGTVWNAQHYKQWSLAHIALWVTAWEAQVSKQVSFAMNPCHETCHNALDEK [148, 518, 606, 523]
sequence-residues: WYKCRGALMSAARIPCVNPAGYAQMGALGGPLMGKCMGPVGNAGVYAQRVALGNTAGYLQDYALHGAAGSTCVIAQMGTAGYKLMSAQRGALWVLLHGALDETLDELLMSFGGSTQDSACRNTQDVAQGETQWGACHILGHSFADELGDYPAWITVREFLVSAQMSLQVYAVHITLHIPLDSFVWSFVRIACMYAQWNPL [148, 128, 606, 133]
sequence-label: 240881485 Mus musculus [2, 170, 61, 175]
sequence-residues: FQWVLQVIACRITQHYALHYAVVYPLVSAVVYLVHIPGDVAGDNTLWYTCVIFAVGACRNALVIAQMYAVHYFGMGALDNAQDNACRYTLDITLVNAGGGAVRSAQDVFQVVLLVYLAVVPLVVAQRVTAWIFAVYTVDIFGGEAGVVAQDGAGRNPAWEPQHSPLGVLQVNFAVIKGGSFGWGAVRGLLRELLWSAAGV [148, 312, 606, 317]
sequence-residues: REKVRYFCWVPCDGAQWSALDILADNAQMGPCGGKAHYFCDNLCWYALVNAQWVLLMSLCDNPVMSLQMGLLMEKLRNTQVIAQWIPLRGLVRIAQMYLVWEALHSAQGGAAHIAGWETQHVKCHNALVYLGRNKAGSKLRYTCRNLLMNPLWGFLDVPCHNLLHSFLRGLCHITLREAAWGPCHNKVVNAQGGAADYLV [148, 416, 606, 421]
sequence-residues: GLLDVALGSKVWYPLGYKGMYKLMSFAVILLRYKCMIFGHNTCHSLCRIAARSLCHVKGRYALHSPLMIPLGSPAWYFVVNPLWEAADIALMSFLVYFVMYTVVYAARYAQMIACRSALWGTGVGFLMSKLHSFGMYPLVNFADEPLRYFLVEPGRNPLWYFVHGAGMYPVWVLGHVKGVNLCVNLLWNFQWIFLWGPLV [148, 401, 606, 406]
sequence-residues: NALGYFVHYLCGSFCWVKQVSACGNLARNAVWYLAGIAVWSFAMGAQWNACVSPLGGFGHYLQHITLMSPLGNKLMEAVGGFLGSALDNALRVLLVITAGVFAMIPGWVPLMEFVDEFLGVAQDYFLDNFVDYKVHVTLWGALMGPGHNFQHGALDGFAMIKCVYPLRNKGVGKCMYTLVSLLMSAVWGFCHVLGRELGH [148, 421, 606, 426]
sequence-label: 114659652 Takifugu rubripes [2, 242, 74, 247]
sequence-label: APK 1CJA_A [2, 7, 29, 12]
sequence-label: 291222388 Saccoglossus kowalevskii [2, 93, 92, 98]
sequence-residues: TVMNALRNTAHGPLMEKGRSKAVSAVDIAGWIAQHEFVMETVMVLAHITLWVKLVVLCVGFCWYKCHYTGDEACHYPLDGLLDSTGHETGGGPQHNLLRVTLWNTLMVLLMSFLWSAQGYPLWEKQVVALMILQHEFLVSPGVYKLMILCRSFQGEFAVVKCVNPAGSAAGSTGRNFQGYLLHGTGHNFLWNFGDETQHI [148, 252, 606, 257]
sequence-label: 170063145 Culex quinquefasciatus [2, 493, 87, 498]
sequence-track [148, 374, 615, 379]
sequence-label: 47213785 Tetraodon nigroviridis [2, 426, 84, 431]
sequence-residues: DGTQGETAVNAAMEAQHILGRVALHYFQWGFLRYLQRGLGVIFGDIACDIFCRGTVWYTAHNFLRNKAREPQGELLVITLRSKQWYTADIKLRYALDVTQHILLMNPLVIALGSKLGEALRVAVRSKAGSLCHGKAGVTARSKQMILQVYAVVVAAGSPGHEFLMYKVHSKLWVLQDVPQWELVMYKLVIFLGSACMSAV [148, 68, 606, 73]
sequence-label: 113678498 Danio rerio [2, 227, 58, 232]
sequence-label: 296224951 Callithrix jacchus [2, 406, 77, 411]
sequence-residues: ARGTLHVFVDGTAWSAVVNFLRIPGMNKAHGPLGIPVRGLQMELAHIACMEPGHVAGDNALMEALDNTLGIFVGYLVMEFCWVKQVEACGNLARVAVHYLAGIAVWSFQMGACWNPCRSPLGGFLHYLQGGFLMSPAGVKLMYAVGGLLGSALDNPLRVKLRITAMVFAMGAGHVPLMEFVDYFAGSPQDYLLDNLGDYK [148, 257, 606, 262]
sequence-label: 118082702 Gallus gallus [2, 53, 63, 58]
sequence-residues: LWVAAVNFCRGKLDEFGRSFQVNALRITLRYKCHVAQGETGDGTVGVALGYACDYFCVEPVMIFLRYACRGPVGEALRSAVGNKGVEFLRYTAHYKLDEFGMVAADVKCDNLLGEAAHYTAGNLAGSKGVSALDGPAREAVRVPLHEKCVSPQVIFQDVTLMIAGVITCVGTADSAVGGPAHSLGVILQRIFLWNKCHIK [148, 83, 606, 88]
sequence-label: 242016445 Pediculus humanus corporis [2, 518, 98, 523]
sequence-residues: IAVGSAQRVKAREFCVYTLDSAGMEPVRNTLRNKVMVKVMVPAWNAVVETAGIPAGNPCHNAAWEPGGYAVHSPAHILVDEALWVKGVYFAGEKGVVKVDETQVGTAGVAQRNKVGIAVHYAGVNLGHEPLVVAVMNTCVGACGYFQRGLQMYTAWYLVGNTAMVAVGIAARSAQHEKCDIKLVEAGGNTQMSALVGKLV [148, 307, 606, 312]
sequence-label: 307211365 Harpegnathos saltator [2, 297, 84, 302]
sequence-label: 58396637 Takifugu rubripes [2, 195, 71, 200]
sequence-label: 22071133 Homo sapiens [2, 386, 58, 391]
sequence-label: 134052028 Mus musculus [2, 334, 61, 339]
sequence-label: 301326911 Homo sapiens [2, 329, 61, 334]
sequence-label: 324509203 Ascaris suum [2, 98, 61, 103]
sequence-label: 307176225 Camponotus floridanus [2, 287, 84, 292]
sequence-label: 170585370 Brugia malayi [2, 103, 63, 108]
sequence-residues: GDYTARILLGVPCWSPGVSAGHSFCMGAAWYTVVGLVWGFQRVKCWSTCWVFGHNALHSAGMSFLHEACRIPLRGALGSFLMNTARIFQMSKGDGKVWEKVDNKLVVPAGYKVRVAGMEAVHNAGGSPQHSAQGSLLMVALHSKLMNAVRYPCGEAVHGFGDGPCWVKCHIAGMNKVGVAVHNLCGYKGVVAQDEFCWSK [148, 43, 606, 48]
sequence-label: 82080688 Xiphophorus maculatus [2, 488, 82, 493]
family-title: Fam20A [2, 159, 21, 165]
sequence-residues: KLWYFLMNALDIPVDYAVWEPVVVFQHEFCDVAQGVFGRIAADIKGVSPQWNKCVNLCGSLLDNPLRYACDGPAWELADVTLWYKGDNALDSKAMVLAGVTLGGAAWSPQWGKLRSLAWEPGMYAADSLQMYALMVAGMITGRSALRNFAWNLLRVPQRGKLMGPQWITVGYLAGVTLGNTCWIAAHEAAHSKGVGPVRV [148, 453, 606, 458]
sequence-label: 260783553 Branchiostoma floridae [2, 421, 87, 426]
sequence-label: 4138203 Mus musculus [2, 443, 55, 448]
sequence-residues: AQRVTLMSKVMVFQHVKCRNPLWGTQWEPLWVPGRNLQDYACDYFLGVKGMEAAWIPLMNLCMYKLHYALREKLVIACDEALDIKLMEKCDSLLVNFAREACDYPVMEFQWEAAVNAVWVFLWNTQMEKVGEPVVGTVMSFLRSAQWIKVDSLLWVKQGSFLRVKGRIAGWVPCVYLARIPLDGPVWVALVIKVGSTARI [148, 212, 606, 217]
sequence-residues: DSAVHGLLGNFLRGAGMGLVWETLMYAQMEKGDGALRGFLWSLLDIACHITVMVALGIAQMYAGRIAQHYAAHVLAMEFGWNPVHVTQGSFLMYTQDVALRIKVHVKLGNFLRSKQRNKCRVAVVNFGHVTLHEKLMSAVRVAVWYPQMGACGITLHNLVREPAMEPCWEPQRYTAWNALMIAQWNLQMVFLHELAMETA [148, 523, 606, 528]
sequence-residues: KARSTGRGTCRELCWNALDIKLGIAVWGTADIPGRITLGELQMEALVGLVMILQGEALMVFLGNPCDITQWNFVVSFVDYALWVTCVNKCGGACHVKLMNTCMSTCWGTLMIPCWEPGHGKLMVFADNPGVGKGHYTAVYACVYKLWGTLDNFAWEKLDIPVGIFGVSTLMGPCMYTLDGPCGIAQGSKAVYFLHVAGGS [148, 493, 606, 498]
sequence-label: 58396933 Takifugu rubripes [2, 88, 71, 93]
sequence-track [148, 27, 615, 32]
sequence-residues: GYPCWNTQRNAGRIPLWYTLGEAAWSKLGEKAWIAAWVPAGSPAMILGGGTCDNAQHGPQMNTQVVAAWVKVMEKCHSTGRNAQVIAVGSAQRVKAVEFCVYALDVPVMSPCRNTLVGLVMVKCMVPLDNPVMEAAGIPAHGPQHGPAWSAGGYAVWSPLHILCREAGWVLVVEFAGSLGMVKCDSTQVGTAGNAQVGKV [148, 242, 606, 247]
sequence-label: 58396931 Takifugu rubripes [2, 83, 71, 88]
sequence-residues: GHEALHGFARYTAVIPLMSKAHIAQGEFLDIFAGNKGRVAAHGTQRVALRYAGRVPGWILLDEAAGETGWYAQWEFLREKQGSPVMVFAVIALMEACGSLAMGPAGGFGDEKVWIPLVNPLWSLQWGAGVGAVGIKGHNAAMIAGMNKGWIKAMYLGWSFLHIAAMGPCDIFLVIALHSACVEFVVSTAWIAQDIPCWVT [148, 458, 606, 463]
sequence-label: 333467816 Anopheles gambiae str. PEST [2, 118, 100, 123]
sequence-label: 321453277 Daphnia pulex [2, 277, 63, 282]
sequence-residues: TAGEKQGNLLWVKCWVALHEFQWVLVRNTLVNALRVTQGSLVGEAGHNLAHNLQWETAVSTLHIAGGYAGWYAADNPVDYFQDYAVWYKCMVKVWNKLGNAAVGFLDYTGHSAAHETVGIFGVIFQVEAGWEAVWVAARIALMVALHVPCWGACMYTCRYKGMEKCVYLLMGPLMSAGREAGRGLQRNALGVKLVNALDV [148, 272, 606, 277]
sequence-track [148, 195, 615, 200]
sequence-label: 167234439 Mus musculus [2, 43, 61, 48]
sequence-residues: VWIPLGYKVHGLVDELLGEFVDNTLWYPLGIAQRYTLMEPGDVKAMSTCMVALDELARYAQDNAARETGWEKLMGLAGEFVGSLLRETVHSLCHGPQMVALDIFLWGACHNAAGSKVDGLARSALWIAQHIALVNACRITVRGLGVIALWGKQHVALGNLGVGTLWSFCMYTVHEKLWIPGRVFQMVFVWVLVVSKQDIT [148, 411, 606, 416]
sequence-residues: LGGIFLHSTCHVFLVSACWVFQWIAAGNKLRYTGWIKQWGKLHVLCRIFLVSPGDIPAHYKLMGAQVYACVIFGMYKGDILAWNPLHGFVVIAGDVTQGEACHSLLWYAVVNTAGNTCDNFCMVKARYALGSLCDYAQGIKLWNPQGNLAGNKCMITVMVFCRNKLMVFAWETLWIFLVVKVRILLWYKAVNPCHIPCGV [148, 406, 606, 411]
sequence-label: 291235502 Saccoglossus kowalevskii [2, 458, 92, 463]
alignment-row [0, 374, 617, 379]
sequence-residues: SPGVNPLVSFAMNLADSLVDYPQHSFLMSAADYTGGGALWIFCDNALMETVGETLDYTLMYLVRNPCGIFLRNAGHVLCDEAGHELVGELLGVTLMYFLVYLQGYTVWGAQWVFQVYKLVVFQWNLVVEPLWVALGYALHVALDETCMGAGDSALRYAGGSTLMETCGEACMEKLVEPAGYPQVVPLDIAVMITGMVKLW [148, 153, 606, 158]
sequence-residues: AVSFLGGKLGVKVHNFVMVAAMNFQGVTCMGFLRELGGSKLGIPLDILGHNTLGYKAVGTLMNKLGGAGMETLRNKVWSPGHVTGDIAGDIPGGEACGYALDYKQRSKLDETLGYKAWVLAHNPCHYALDIPCRILLWGAQRIAGVELLMYAAVILCWGAGHNFLDYPQWYAQRNLAMILLWSLGWVAGDNTQRYTVRVK [148, 217, 606, 222]
sequence-label: 291238112 Saccoglossus kowalevskii [2, 369, 92, 374]
